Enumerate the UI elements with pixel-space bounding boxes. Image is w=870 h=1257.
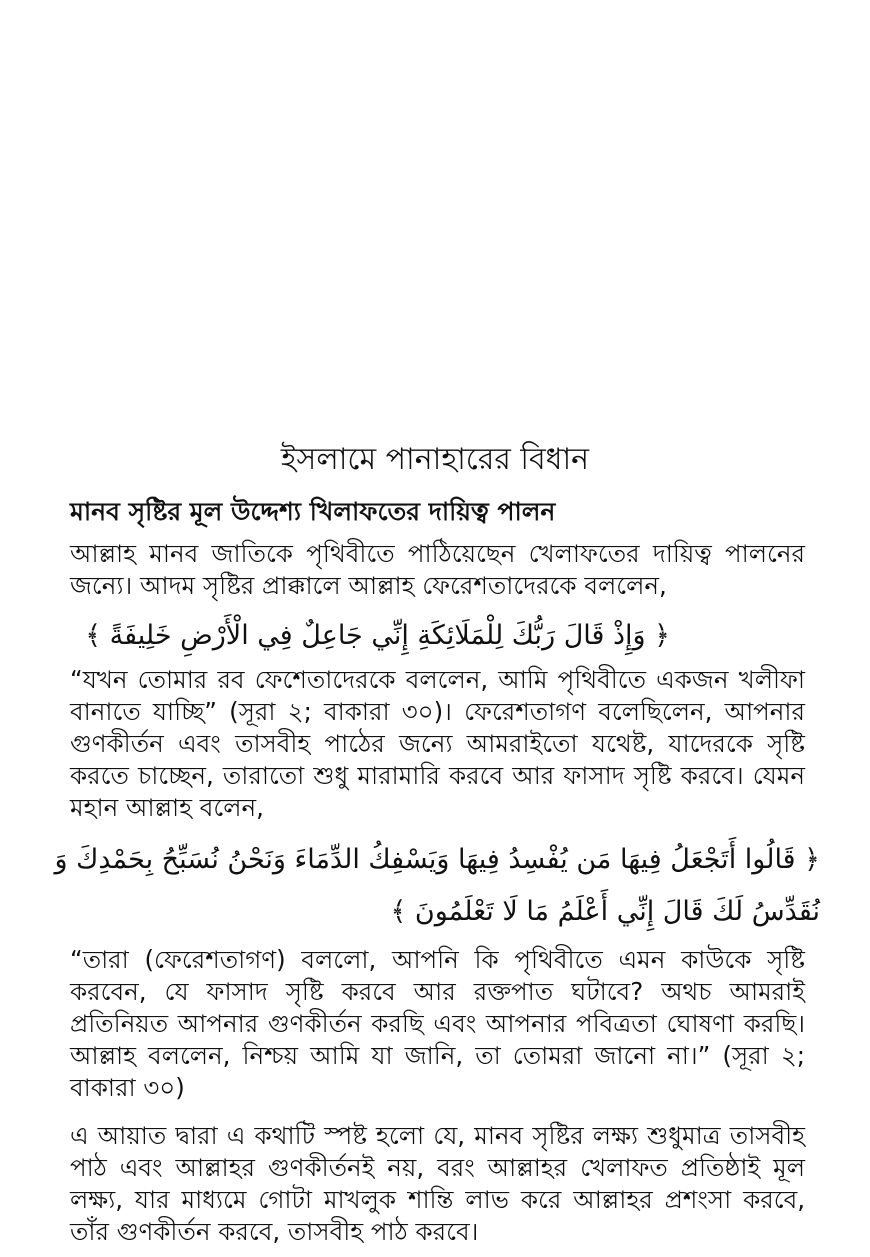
quran-verse-2-line-1: ﴿ قَالُوا أَتَجْعَلُ فِيهَا مَن يُفْسِدُ فِيهَا وَيَسْفِكُ الدِّمَاءَ وَنَحْنُ نُسَبِّحُ بِحَمْدِكَ وَ [54,844,820,875]
chapter-title: ইসলামে পানাহারের বিধান [280,442,590,477]
section-heading: মানব সৃষ্টির মূল উদ্দেশ্য খিলাফতের দায়িত্ব পালন [70,497,556,526]
translation-paragraph-2: “তারা (ফেরেশতাগণ) বললো, আপনি কি পৃথিবীতে এমন কাউকে সৃষ্টি করবেন, যে ফাসাদ সৃষ্টি করবে আর রক্তপাত ঘটাবে? অথচ আমরাই প্রতিনিয়ত আপনার গুণকীর্তন করছি এবং আপনার পবিত্রতা ঘোষণা করছি। আল্লাহ বললেন, নিশ্চয় আমি যা জানি, তা তোমরা জানো না।” (সূরা ২; বাকারা ৩০) [70,945,805,1102]
quran-verse-1: ﴿ وَإِذْ قَالَ رَبُّكَ لِلْمَلَائِكَةِ إِنِّي جَاعِلٌ فِي الْأَرْضِ خَلِيفَةً ﴾ [85,620,670,651]
quran-verse-2-line-2: نُقَدِّسُ لَكَ قَالَ إِنِّي أَعْلَمُ مَا لَا تَعْلَمُونَ ﴾ [390,896,820,927]
intro-paragraph: আল্লাহ মানব জাতিকে পৃথিবীতে পাঠিয়েছেন খেলাফতের দায়িত্ব পালনের জন্যে। আদম সৃষ্টির প্রাক্কালে আল্লাহ ফেরেশতাদেরকে বললেন, [70,539,805,600]
conclusion-paragraph: এ আয়াত দ্বারা এ কথাটি স্পষ্ট হলো যে, মানব সৃষ্টির লক্ষ্য শুধুমাত্র তাসবীহ পাঠ এবং আল্লাহর গুণকীর্তনই নয়, বরং আল্লাহর খেলাফত প্রতিষ্ঠাই মূল লক্ষ্য, যার মাধ্যমে গোটা মাখলুক শান্তি লাভ করে আল্লাহর প্রশংসা করবে, তাঁর গুণকীর্তন করবে, তাসবীহ পাঠ করবে। [70,1121,805,1246]
translation-paragraph-1: “যখন তোমার রব ফেশেতাদেরকে বললেন, আমি পৃথিবীতে একজন খলীফা বানাতে যাচ্ছি” (সূরা ২; বাকারা ৩০)। ফেরেশতাগণ বলেছিলেন, আপনার গুণকীর্তন এবং তাসবীহ পাঠের জন্যে আমরাইতো যথেষ্ট, যাদেরকে সৃষ্টি করতে চাচ্ছেন, তারাতো শুধু মারামারি করবে আর ফাসাদ সৃষ্টি করবে। যেমন মহান আল্লাহ বলেন, [70,665,805,822]
